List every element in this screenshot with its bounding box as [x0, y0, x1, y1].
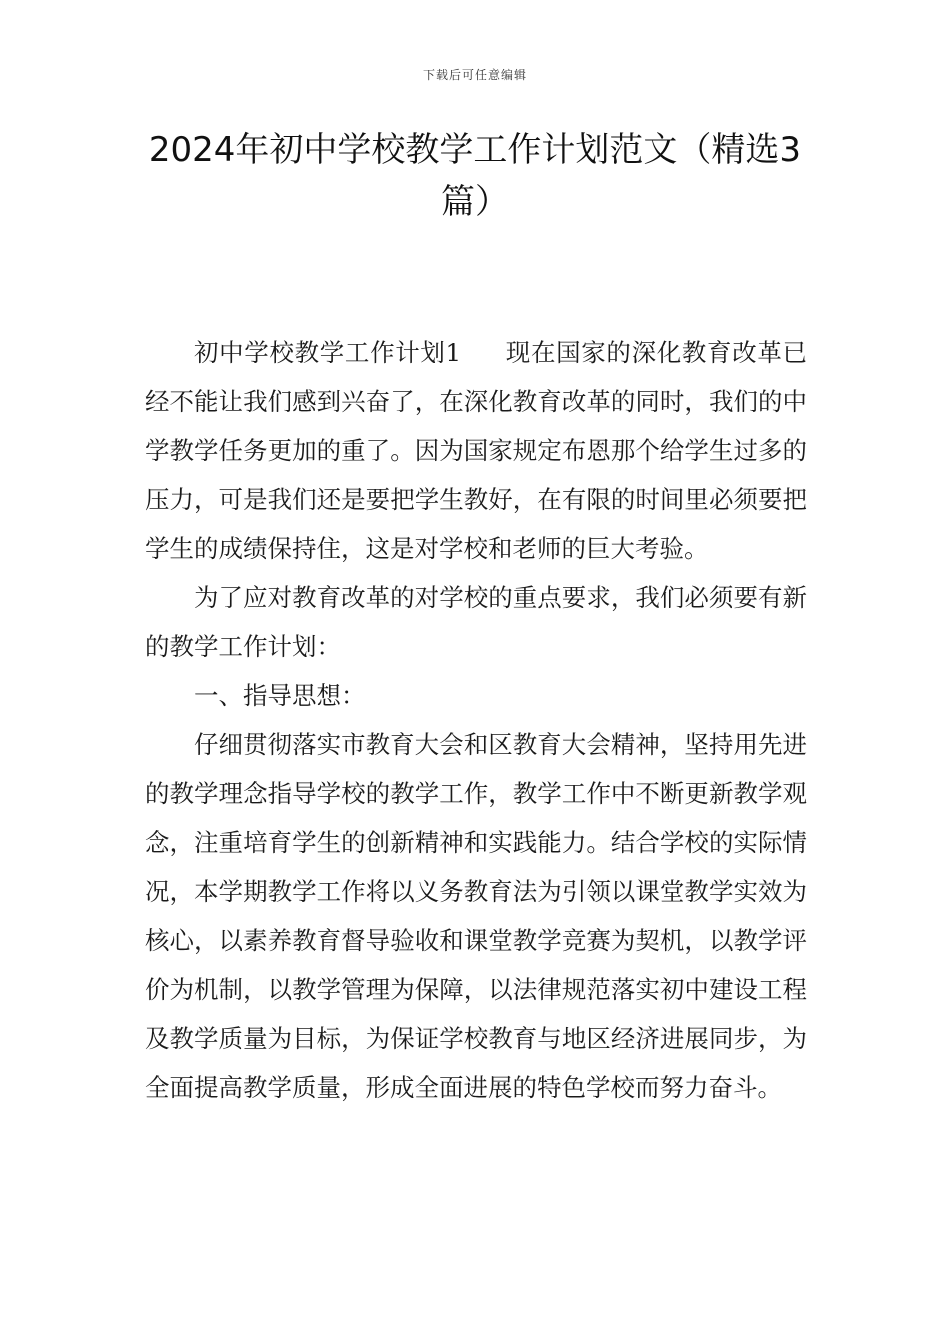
section-paragraph [145, 328, 807, 573]
paragraph: 为了应对教育改革的对学校的重点要求，我们必须要有新的教学工作计划： [145, 583, 807, 661]
document-body [145, 328, 807, 1112]
section-heading: 初中学校教学工作计划1 [194, 338, 462, 367]
section-subheading: 一、指导思想： [194, 681, 366, 710]
header-note: 下载后可任意编辑 [422, 68, 527, 82]
section-text: 现在国家的深化教育改革已经不能让我们感到兴奋了，在深化教育改革的同时，我们的中学教学任务更加的重了。因为国家规定布恩那个给学生过多的压力，可是我们还是要把学生教好，在有限的时间里必须要把学生的成绩保持住，这是对学校和老师的巨大考验。 [145, 338, 807, 563]
paragraph: 仔细贯彻落实市教育大会和区教育大会精神，坚持用先进的教学理念指导学校的教学工作，教学工作中不断更新教学观念，注重培育学生的创新精神和实践能力。结合学校的实际情况，本学期教学工作将以义务教育法为引领以课堂教学实效为核心，以素养教育督导验收和课堂教学竞赛为契机，以教学评价为机制，以教学管理为保障，以法律规范落实初中建设工程及教学质量为目标，为保证学校教育与地区经济进展同步，为全面提高教学质量，形成全面进展的特色学校而努力奋斗。 [145, 730, 807, 1102]
document-title: 2024年初中学校教学工作计划范文（精选3篇） [148, 130, 802, 222]
